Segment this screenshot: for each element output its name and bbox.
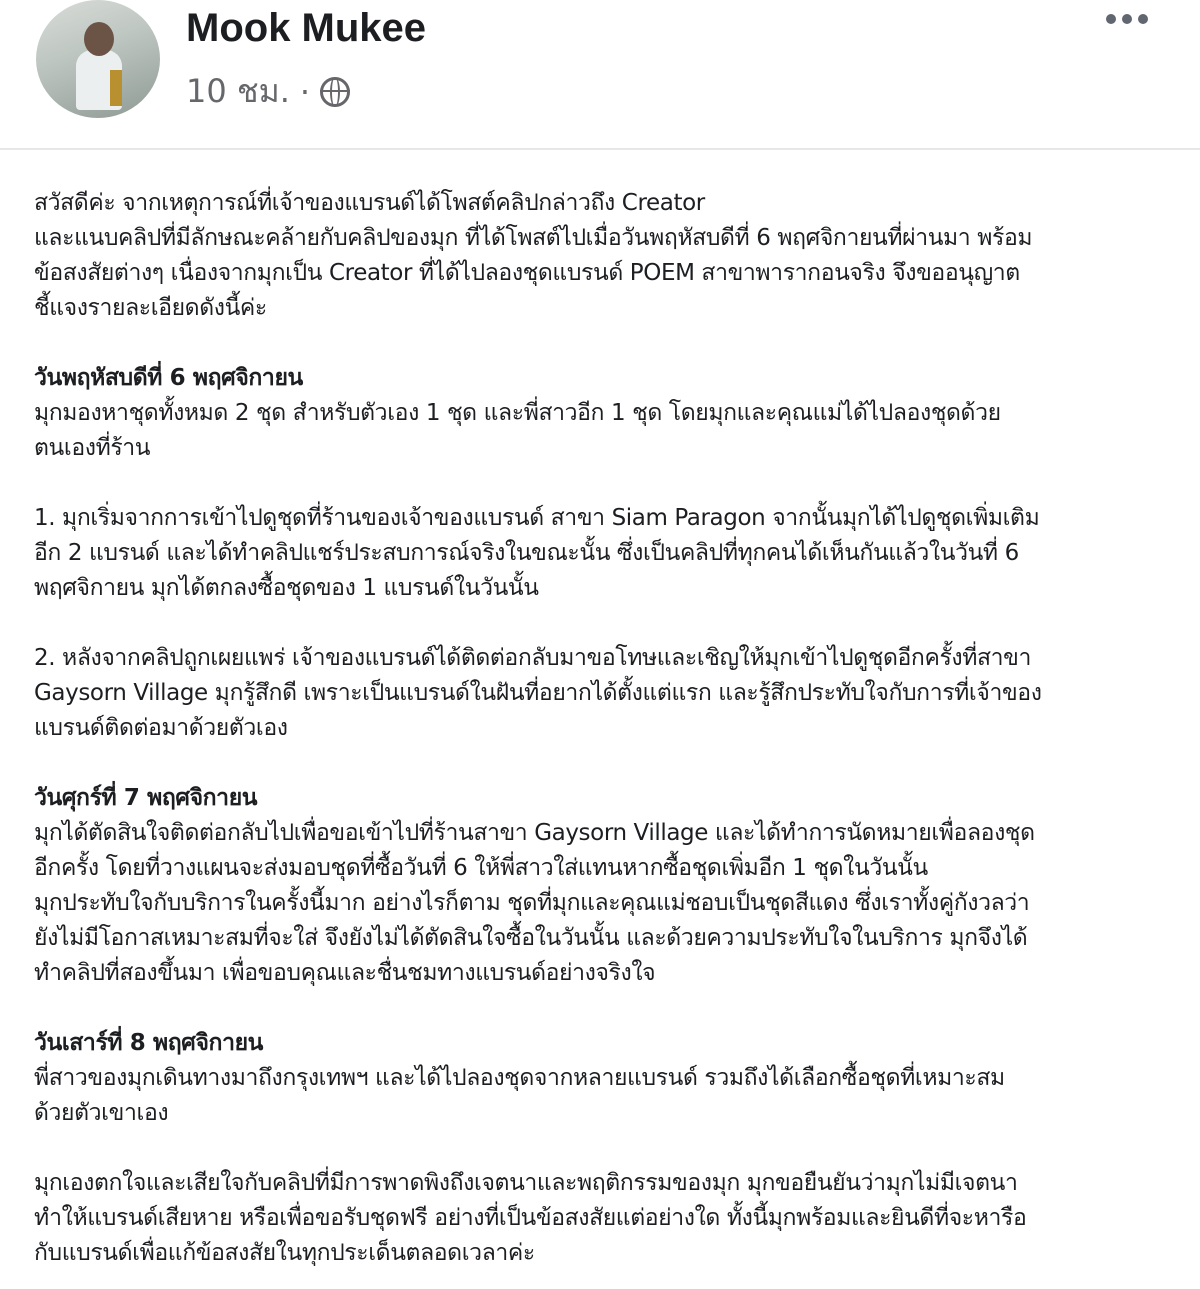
post-text-line: สวัสดีค่ะ จากเหตุการณ์ที่เจ้าของแบรนด์ได้โพสต์คลิปกล่าวถึง Creator (34, 190, 705, 216)
blank-line (34, 466, 1194, 501)
blank-line (34, 746, 1194, 781)
post-text-line: แบรนด์ติดต่อมาด้วยตัวเอง (34, 715, 288, 741)
section-heading: วันเสาร์ที่ 8 พฤศจิกายน (34, 1030, 263, 1056)
section-heading: วันศุกร์ที่ 7 พฤศจิกายน (34, 785, 258, 811)
post-text-line: อีกครั้ง โดยที่วางแผนจะส่งมอบชุดที่ซื้อวันที่ 6 ให้พี่สาวใส่แทนหากซื้อชุดเพิ่มอีก 1 ชุดในวันนั้น (34, 855, 928, 881)
blank-line (34, 1131, 1194, 1166)
avatar-figure-bag (110, 70, 122, 106)
post-text-line: อีก 2 แบรนด์ และได้ทำคลิปแชร์ประสบการณ์จริงในขณะนั้น ซึ่งเป็นคลิปที่ทุกคนได้เห็นกันแล้วในวันที่ 6 (34, 540, 1019, 566)
post-text-line: กับแบรนด์เพื่อแก้ข้อสงสัยในทุกประเด็นตลอดเวลาค่ะ (34, 1240, 535, 1266)
post-text-line: ข้อสงสัยต่างๆ เนื่องจากมุกเป็น Creator ที่ได้ไปลองชุดแบรนด์ POEM สาขาพารากอนจริง จึงขออนุญาต (34, 260, 1020, 286)
post-text-line: ด้วยตัวเขาเอง (34, 1100, 169, 1126)
post-text-line: มุกประทับใจกับบริการในครั้งนี้มาก อย่างไรก็ตาม ชุดที่มุกและคุณแม่ชอบเป็นชุดสีแดง ซึ่งเราทั้งคู่กังวลว่า (34, 890, 1030, 916)
post-body (34, 186, 1194, 1271)
avatar[interactable] (36, 0, 160, 118)
post-text-line: และแนบคลิปที่มีลักษณะคล้ายกับคลิปของมุก ที่ได้โพสต์ไปเมื่อวันพฤหัสบดีที่ 6 พฤศจิกายนที่ผ่านมา พร้อม (34, 225, 1033, 251)
post-text-line: มุกเองตกใจและเสียใจกับคลิปที่มีการพาดพิงถึงเจตนาและพฤติกรรมของมุก มุกขอยืนยันว่ามุกไม่มีเจตนา (34, 1170, 1018, 1196)
globe-icon[interactable] (320, 77, 350, 107)
post-text-line: พฤศจิกายน มุกได้ตกลงซื้อชุดของ 1 แบรนด์ในวันนั้น (34, 575, 539, 601)
post-meta (186, 66, 350, 117)
post-text-line: มุกมองหาชุดทั้งหมด 2 ชุด สำหรับตัวเอง 1 ชุด และพี่สาวอีก 1 ชุด โดยมุกและคุณแม่ได้ไปลองชุดด้วย (34, 400, 1001, 426)
blank-line (34, 606, 1194, 641)
post-text-line: ทำให้แบรนด์เสียหาย หรือเพื่อขอรับชุดฟรี อย่างที่เป็นข้อสงสัยแต่อย่างใด ทั้งนี้มุกพร้อมและยินดีที่จะหารือ (34, 1205, 1027, 1231)
more-dots-icon (1138, 14, 1148, 24)
author-name[interactable]: Mook Mukee (186, 6, 427, 50)
blank-line (34, 991, 1194, 1026)
post-text-line: ชี้แจงรายละเอียดดังนี้ค่ะ (34, 295, 267, 321)
avatar-figure-head (84, 22, 114, 56)
post-text-line: Gaysorn Village มุกรู้สึกดี เพราะเป็นแบรนด์ในฝันที่อยากได้ตั้งแต่แรก และรู้สึกประทับใจกับการที่เจ้าของ (34, 680, 1042, 706)
post-text-line: ยังไม่มีโอกาสเหมาะสมที่จะใส่ จึงยังไม่ได้ตัดสินใจซื้อในวันนั้น และด้วยความประทับใจในบริการ มุกจึงได้ (34, 925, 1028, 951)
post-time[interactable]: 10 ชม. (186, 72, 290, 110)
post-text-line: ตนเองที่ร้าน (34, 435, 151, 461)
post-text-line: 2. หลังจากคลิปถูกเผยแพร่ เจ้าของแบรนด์ได้ติดต่อกลับมาขอโทษและเชิญให้มุกเข้าไปดูชุดอีกครั้งที่สาขา (34, 645, 1031, 671)
section-heading: วันพฤหัสบดีที่ 6 พฤศจิกายน (34, 365, 303, 391)
more-dots-icon (1122, 14, 1132, 24)
more-options-button[interactable] (1106, 14, 1148, 24)
blank-line (34, 326, 1194, 361)
post-text-line: มุกได้ตัดสินใจติดต่อกลับไปเพื่อขอเข้าไปที่ร้านสาขา Gaysorn Village และได้ทำการนัดหมายเพื่อลองชุด (34, 820, 1035, 846)
post-text-line: พี่สาวของมุกเดินทางมาถึงกรุงเทพฯ และได้ไปลองชุดจากหลายแบรนด์ รวมถึงได้เลือกซื้อชุดที่เหมาะสม (34, 1065, 1005, 1091)
meta-separator: · (299, 72, 311, 111)
post-text-line: 1. มุกเริ่มจากการเข้าไปดูชุดที่ร้านของเจ้าของแบรนด์ สาขา Siam Paragon จากนั้นมุกได้ไปดูชุดเพิ่มเติม (34, 505, 1040, 531)
more-dots-icon (1106, 14, 1116, 24)
post-text-line: ทำคลิปที่สองขึ้นมา เพื่อขอบคุณและชื่นชมทางแบรนด์อย่างจริงใจ (34, 960, 656, 986)
post-header (0, 0, 1200, 150)
